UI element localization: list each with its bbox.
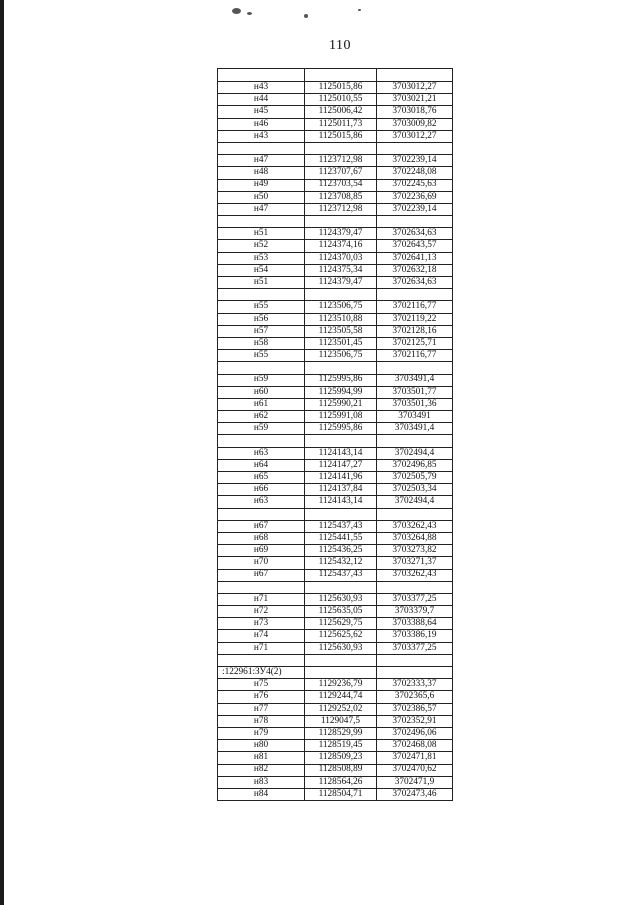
x-coordinate-cell: 1125990,21 [305, 398, 377, 410]
x-coordinate-cell: 1123707,67 [305, 167, 377, 179]
y-coordinate-cell: 3702386,57 [377, 703, 453, 715]
x-coordinate-cell: 1124141,96 [305, 472, 377, 484]
point-cell: н66 [218, 484, 305, 496]
y-coordinate-cell: 3702245,63 [377, 179, 453, 191]
table-row [218, 752, 453, 764]
x-coordinate-cell: 1124143,14 [305, 496, 377, 508]
table-row [218, 618, 453, 630]
x-coordinate-cell: 1128519,45 [305, 740, 377, 752]
y-coordinate-cell: 3702503,34 [377, 484, 453, 496]
x-coordinate-cell: 1124137,84 [305, 484, 377, 496]
y-coordinate-cell: 3702471,9 [377, 776, 453, 788]
table-row [218, 447, 453, 459]
point-cell [218, 508, 305, 520]
point-cell: н50 [218, 191, 305, 203]
point-cell [218, 69, 305, 82]
table-row [218, 423, 453, 435]
x-coordinate-cell: 1125635,05 [305, 606, 377, 618]
table-row [218, 106, 453, 118]
x-coordinate-cell: 1125629,75 [305, 618, 377, 630]
section-heading-row [218, 667, 453, 679]
point-cell: :122961:ЗУ4(2) [218, 667, 305, 679]
x-coordinate-cell: 1128504,71 [305, 788, 377, 800]
y-coordinate-cell [377, 142, 453, 154]
y-coordinate-cell: 3703377,25 [377, 642, 453, 654]
table-row [218, 776, 453, 788]
point-cell: н59 [218, 423, 305, 435]
point-cell: н70 [218, 557, 305, 569]
point-cell: н47 [218, 203, 305, 215]
x-coordinate-cell: 1128508,89 [305, 764, 377, 776]
x-coordinate-cell: 1125630,93 [305, 642, 377, 654]
separator-row [218, 216, 453, 228]
table-row [218, 203, 453, 215]
y-coordinate-cell: 3702643,57 [377, 240, 453, 252]
x-coordinate-cell: 1125010,55 [305, 94, 377, 106]
point-cell: н76 [218, 691, 305, 703]
table-row [218, 532, 453, 544]
table-row [218, 679, 453, 691]
y-coordinate-cell: 3703379,7 [377, 606, 453, 618]
point-cell: н60 [218, 386, 305, 398]
y-coordinate-cell: 3703009,82 [377, 118, 453, 130]
table-row [218, 606, 453, 618]
table-row [218, 411, 453, 423]
point-cell: н80 [218, 740, 305, 752]
x-coordinate-cell: 1123501,45 [305, 337, 377, 349]
y-coordinate-cell: 3703021,21 [377, 94, 453, 106]
y-coordinate-cell [377, 362, 453, 374]
y-coordinate-cell [377, 581, 453, 593]
point-cell: н49 [218, 179, 305, 191]
y-coordinate-cell: 3702505,79 [377, 472, 453, 484]
point-cell: н58 [218, 337, 305, 349]
point-cell: н56 [218, 313, 305, 325]
point-cell: н81 [218, 752, 305, 764]
point-cell: н46 [218, 118, 305, 130]
x-coordinate-cell: 1123708,85 [305, 191, 377, 203]
table-header-row [218, 69, 453, 82]
x-coordinate-cell: 1124370,03 [305, 252, 377, 264]
x-coordinate-cell: 1123712,98 [305, 155, 377, 167]
table-row [218, 325, 453, 337]
y-coordinate-cell: 3703018,76 [377, 106, 453, 118]
y-coordinate-cell: 3703262,43 [377, 520, 453, 532]
y-coordinate-cell: 3703012,27 [377, 82, 453, 94]
table-row [218, 386, 453, 398]
coordinates-table [217, 68, 453, 801]
x-coordinate-cell: 1129252,02 [305, 703, 377, 715]
x-coordinate-cell: 1123506,75 [305, 301, 377, 313]
point-cell: н69 [218, 545, 305, 557]
point-cell: н78 [218, 715, 305, 727]
point-cell: н82 [218, 764, 305, 776]
y-coordinate-cell: 3702494,4 [377, 447, 453, 459]
x-coordinate-cell: 1125437,43 [305, 569, 377, 581]
separator-row [218, 654, 453, 666]
point-cell: н67 [218, 569, 305, 581]
y-coordinate-cell: 3702119,22 [377, 313, 453, 325]
y-coordinate-cell: 3703491 [377, 411, 453, 423]
table-row [218, 545, 453, 557]
y-coordinate-cell [377, 69, 453, 82]
table-row [218, 155, 453, 167]
table-row [218, 313, 453, 325]
y-coordinate-cell [377, 435, 453, 447]
x-coordinate-cell: 1125441,55 [305, 532, 377, 544]
x-coordinate-cell: 1125991,08 [305, 411, 377, 423]
table-row [218, 179, 453, 191]
table-row [218, 118, 453, 130]
point-cell: н55 [218, 350, 305, 362]
table-row [218, 277, 453, 289]
table-row [218, 94, 453, 106]
x-coordinate-cell: 1123506,75 [305, 350, 377, 362]
y-coordinate-cell: 3703388,64 [377, 618, 453, 630]
y-coordinate-cell: 3703262,43 [377, 569, 453, 581]
x-coordinate-cell: 1125432,12 [305, 557, 377, 569]
page-number: 110 [329, 38, 351, 53]
y-coordinate-cell: 3702239,14 [377, 203, 453, 215]
y-coordinate-cell: 3702248,08 [377, 167, 453, 179]
y-coordinate-cell: 3703273,82 [377, 545, 453, 557]
x-coordinate-cell: 1125436,25 [305, 545, 377, 557]
point-cell: н83 [218, 776, 305, 788]
x-coordinate-cell: 1123703,54 [305, 179, 377, 191]
y-coordinate-cell: 3702116,77 [377, 350, 453, 362]
y-coordinate-cell: 3702632,18 [377, 264, 453, 276]
table-row [218, 82, 453, 94]
point-cell [218, 289, 305, 301]
point-cell: н63 [218, 447, 305, 459]
x-coordinate-cell [305, 654, 377, 666]
y-coordinate-cell: 3702116,77 [377, 301, 453, 313]
point-cell: н63 [218, 496, 305, 508]
table-row [218, 630, 453, 642]
table-row [218, 167, 453, 179]
x-coordinate-cell: 1125437,43 [305, 520, 377, 532]
separator-row [218, 581, 453, 593]
x-coordinate-cell [305, 508, 377, 520]
x-coordinate-cell: 1129244,74 [305, 691, 377, 703]
x-coordinate-cell: 1125630,93 [305, 593, 377, 605]
point-cell: н74 [218, 630, 305, 642]
point-cell: н84 [218, 788, 305, 800]
separator-row [218, 435, 453, 447]
table-row [218, 520, 453, 532]
y-coordinate-cell: 3702352,91 [377, 715, 453, 727]
y-coordinate-cell: 3702641,13 [377, 252, 453, 264]
y-coordinate-cell: 3702634,63 [377, 277, 453, 289]
x-coordinate-cell: 1125006,42 [305, 106, 377, 118]
table-row [218, 788, 453, 800]
table-row [218, 191, 453, 203]
point-cell [218, 435, 305, 447]
y-coordinate-cell: 3702236,69 [377, 191, 453, 203]
point-cell: н71 [218, 593, 305, 605]
y-coordinate-cell: 3703386,19 [377, 630, 453, 642]
y-coordinate-cell: 3702333,37 [377, 679, 453, 691]
y-coordinate-cell: 3702494,4 [377, 496, 453, 508]
separator-row [218, 142, 453, 154]
x-coordinate-cell: 1125995,86 [305, 374, 377, 386]
table-row [218, 715, 453, 727]
point-cell: н79 [218, 727, 305, 739]
scan-speck [358, 9, 361, 11]
y-coordinate-cell: 3702496,06 [377, 727, 453, 739]
point-cell [218, 142, 305, 154]
point-cell: н67 [218, 520, 305, 532]
x-coordinate-cell: 1129047,5 [305, 715, 377, 727]
y-coordinate-cell: 3702471,81 [377, 752, 453, 764]
y-coordinate-cell: 3702473,46 [377, 788, 453, 800]
x-coordinate-cell: 1128564,26 [305, 776, 377, 788]
point-cell: н65 [218, 472, 305, 484]
point-cell: н54 [218, 264, 305, 276]
separator-row [218, 362, 453, 374]
y-coordinate-cell: 3703501,36 [377, 398, 453, 410]
y-coordinate-cell: 3702496,85 [377, 459, 453, 471]
table-row [218, 350, 453, 362]
point-cell [218, 362, 305, 374]
table-row [218, 130, 453, 142]
point-cell: н51 [218, 277, 305, 289]
table-row [218, 398, 453, 410]
table-row [218, 727, 453, 739]
x-coordinate-cell: 1129236,79 [305, 679, 377, 691]
point-cell: н43 [218, 130, 305, 142]
table-row [218, 764, 453, 776]
y-coordinate-cell [377, 216, 453, 228]
x-coordinate-cell: 1124147,27 [305, 459, 377, 471]
table-row [218, 691, 453, 703]
point-cell [218, 216, 305, 228]
y-coordinate-cell: 3702468,08 [377, 740, 453, 752]
table-row [218, 557, 453, 569]
table-row [218, 484, 453, 496]
point-cell: н73 [218, 618, 305, 630]
y-coordinate-cell: 3702128,16 [377, 325, 453, 337]
y-coordinate-cell: 3703491,4 [377, 374, 453, 386]
point-cell: н71 [218, 642, 305, 654]
point-cell: н68 [218, 532, 305, 544]
table-row [218, 642, 453, 654]
table-row [218, 228, 453, 240]
x-coordinate-cell: 1125015,86 [305, 130, 377, 142]
table-row [218, 459, 453, 471]
x-coordinate-cell: 1128509,23 [305, 752, 377, 764]
table-row [218, 374, 453, 386]
x-coordinate-cell [305, 667, 377, 679]
point-cell: н72 [218, 606, 305, 618]
point-cell: н53 [218, 252, 305, 264]
point-cell: н59 [218, 374, 305, 386]
x-coordinate-cell: 1128529,99 [305, 727, 377, 739]
table-row [218, 252, 453, 264]
x-coordinate-cell: 1124379,47 [305, 228, 377, 240]
y-coordinate-cell: 3702365,6 [377, 691, 453, 703]
table-row [218, 496, 453, 508]
point-cell [218, 654, 305, 666]
x-coordinate-cell: 1124379,47 [305, 277, 377, 289]
point-cell: н45 [218, 106, 305, 118]
x-coordinate-cell: 1124375,34 [305, 264, 377, 276]
separator-row [218, 508, 453, 520]
separator-row [218, 289, 453, 301]
table-row [218, 569, 453, 581]
x-coordinate-cell: 1124374,16 [305, 240, 377, 252]
x-coordinate-cell [305, 435, 377, 447]
scan-speck [304, 14, 308, 18]
y-coordinate-cell [377, 667, 453, 679]
x-coordinate-cell [305, 289, 377, 301]
y-coordinate-cell: 3703491,4 [377, 423, 453, 435]
table-row [218, 740, 453, 752]
y-coordinate-cell: 3702634,63 [377, 228, 453, 240]
y-coordinate-cell: 3703377,25 [377, 593, 453, 605]
table-row [218, 703, 453, 715]
table-row [218, 301, 453, 313]
point-cell: н43 [218, 82, 305, 94]
x-coordinate-cell [305, 362, 377, 374]
coordinates-table-body [218, 69, 453, 801]
table-row [218, 593, 453, 605]
point-cell: н61 [218, 398, 305, 410]
scan-speck [247, 12, 252, 15]
point-cell: н44 [218, 94, 305, 106]
x-coordinate-cell [305, 581, 377, 593]
x-coordinate-cell: 1125015,86 [305, 82, 377, 94]
point-cell: н62 [218, 411, 305, 423]
point-cell: н52 [218, 240, 305, 252]
point-cell: н48 [218, 167, 305, 179]
y-coordinate-cell: 3703012,27 [377, 130, 453, 142]
y-coordinate-cell: 3703264,88 [377, 532, 453, 544]
point-cell: н51 [218, 228, 305, 240]
y-coordinate-cell: 3703271,37 [377, 557, 453, 569]
table-row [218, 240, 453, 252]
point-cell: н57 [218, 325, 305, 337]
y-coordinate-cell: 3702125,71 [377, 337, 453, 349]
point-cell: н75 [218, 679, 305, 691]
x-coordinate-cell: 1125994,99 [305, 386, 377, 398]
x-coordinate-cell: 1123712,98 [305, 203, 377, 215]
y-coordinate-cell [377, 508, 453, 520]
y-coordinate-cell: 3702470,62 [377, 764, 453, 776]
x-coordinate-cell: 1124143,14 [305, 447, 377, 459]
table-row [218, 337, 453, 349]
x-coordinate-cell [305, 142, 377, 154]
x-coordinate-cell: 1125625,62 [305, 630, 377, 642]
point-cell: н77 [218, 703, 305, 715]
table-row [218, 472, 453, 484]
y-coordinate-cell [377, 289, 453, 301]
x-coordinate-cell: 1123510,88 [305, 313, 377, 325]
point-cell [218, 581, 305, 593]
y-coordinate-cell: 3703501,77 [377, 386, 453, 398]
scan-left-edge [0, 0, 4, 905]
scan-speck [232, 8, 241, 14]
point-cell: н47 [218, 155, 305, 167]
x-coordinate-cell: 1125011,73 [305, 118, 377, 130]
x-coordinate-cell [305, 216, 377, 228]
y-coordinate-cell: 3702239,14 [377, 155, 453, 167]
x-coordinate-cell: 1125995,86 [305, 423, 377, 435]
y-coordinate-cell [377, 654, 453, 666]
x-coordinate-cell: 1123505,58 [305, 325, 377, 337]
point-cell: н55 [218, 301, 305, 313]
point-cell: н64 [218, 459, 305, 471]
table-row [218, 264, 453, 276]
x-coordinate-cell [305, 69, 377, 82]
